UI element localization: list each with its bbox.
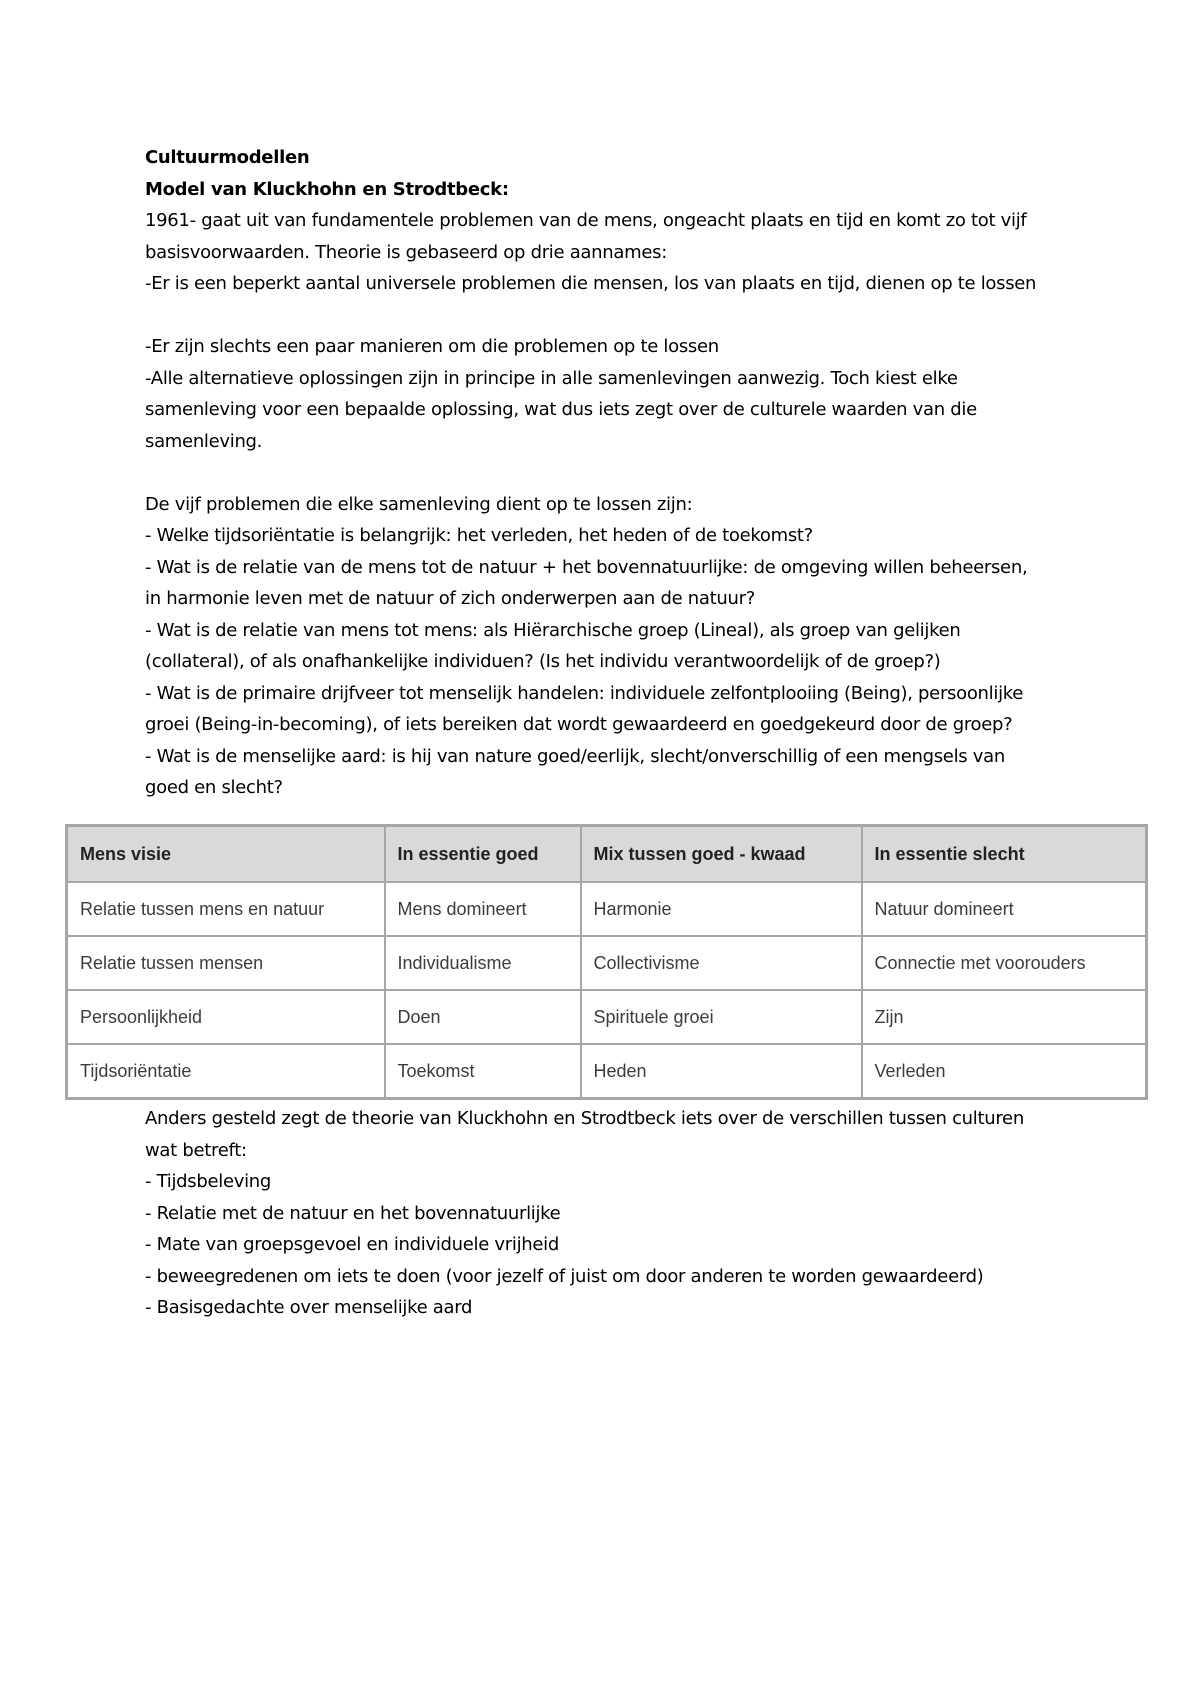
- table-cell: Heden: [581, 1044, 862, 1099]
- table-cell: Harmonie: [581, 882, 862, 936]
- table-cell: Mens domineert: [385, 882, 581, 936]
- table-cell: Zijn: [862, 990, 1147, 1044]
- table-cell: Connectie met voorouders: [862, 936, 1147, 990]
- blank-line: [145, 457, 1065, 489]
- table-cell: Collectivisme: [581, 936, 862, 990]
- intro-section: [145, 142, 1065, 804]
- table-cell: Spirituele groei: [581, 990, 862, 1044]
- blank-line: [145, 300, 1065, 332]
- header-cell: In essentie slecht: [862, 826, 1147, 883]
- text-line: (collateral), of als onafhankelijke individuen? (Is het individu verantwoordelijk of de groep?): [145, 651, 941, 672]
- text-line: in harmonie leven met de natuur of zich onderwerpen aan de natuur?: [145, 588, 755, 609]
- table-cell: Individualisme: [385, 936, 581, 990]
- table-cell: Verleden: [862, 1044, 1147, 1099]
- table-row: [67, 1044, 1147, 1099]
- table-cell: Toekomst: [385, 1044, 581, 1099]
- text-line: basisvoorwaarden. Theorie is gebaseerd op drie aannames:: [145, 241, 667, 263]
- text-line: Anders gesteld zegt de theorie van Kluckhohn en Strodtbeck iets over de verschillen tussen culturen: [145, 1108, 1024, 1129]
- list-item: - Mate van groepsgevoel en individuele vrijheid: [145, 1234, 559, 1255]
- table-cell: Natuur domineert: [862, 882, 1147, 936]
- table-row: [67, 936, 1147, 990]
- text-line: - Wat is de relatie van mens tot mens: als Hiërarchische groep (Lineal), als groep van gelijken: [145, 619, 961, 641]
- summary-section: [145, 1103, 1065, 1324]
- header-cell: In essentie goed: [385, 826, 581, 883]
- table-row: [67, 882, 1147, 936]
- list-item: - Relatie met de natuur en het bovennatuurlijke: [145, 1202, 561, 1224]
- text-line: wat betreft:: [145, 1139, 247, 1161]
- header-cell: Mix tussen goed - kwaad: [581, 826, 862, 883]
- table-cell: Relatie tussen mensen: [67, 936, 385, 990]
- document-title: Cultuurmodellen: [145, 147, 310, 168]
- text-line: -Er is een beperkt aantal universele problemen die mensen, los van plaats en tijd, dienen op te lossen: [145, 273, 1037, 294]
- table-cell: Persoonlijkheid: [67, 990, 385, 1044]
- text-line: - Wat is de menselijke aard: is hij van nature goed/eerlijk, slecht/onverschillig of een mengsels van: [145, 745, 1005, 767]
- list-item: - Tijdsbeleving: [145, 1171, 272, 1192]
- text-line: De vijf problemen die elke samenleving dient op te lossen zijn:: [145, 493, 693, 515]
- section-heading: Model van Kluckhohn en Strodtbeck:: [145, 178, 509, 200]
- table-cell: Relatie tussen mens en natuur: [67, 882, 385, 936]
- text-line: goed en slecht?: [145, 777, 283, 798]
- text-line: samenleving.: [145, 430, 263, 452]
- list-item: - beweegredenen om iets te doen (voor jezelf of juist om door anderen te worden gewaardeerd): [145, 1265, 984, 1287]
- text-line: -Alle alternatieve oplossingen zijn in principe in alle samenlevingen aanwezig. Toch kiest elke: [145, 367, 958, 389]
- text-line: - Wat is de relatie van de mens tot de natuur + het bovennatuurlijke: de omgeving willen beheersen,: [145, 556, 1028, 578]
- values-table: [65, 824, 1148, 1100]
- table-row: [67, 990, 1147, 1044]
- header-cell: Mens visie: [67, 826, 385, 883]
- list-item: - Basisgedachte over menselijke aard: [145, 1297, 473, 1318]
- text-line: groei (Being-in-becoming), of iets bereiken dat wordt gewaardeerd en goedgekeurd door de groep?: [145, 714, 1013, 735]
- text-line: - Wat is de primaire drijfveer tot menselijk handelen: individuele zelfontplooiing (Being), persoonlijke: [145, 682, 1024, 704]
- text-line: - Welke tijdsoriëntatie is belangrijk: het verleden, het heden of de toekomst?: [145, 525, 813, 546]
- table-header-row: [67, 826, 1147, 883]
- text-line: -Er zijn slechts een paar manieren om die problemen op te lossen: [145, 336, 719, 357]
- table-cell: Doen: [385, 990, 581, 1044]
- text-line: samenleving voor een bepaalde oplossing, wat dus iets zegt over de culturele waarden van die: [145, 399, 977, 420]
- table-cell: Tijdsoriëntatie: [67, 1044, 385, 1099]
- text-line: 1961- gaat uit van fundamentele problemen van de mens, ongeacht plaats en tijd en komt zo tot vijf: [145, 210, 1027, 231]
